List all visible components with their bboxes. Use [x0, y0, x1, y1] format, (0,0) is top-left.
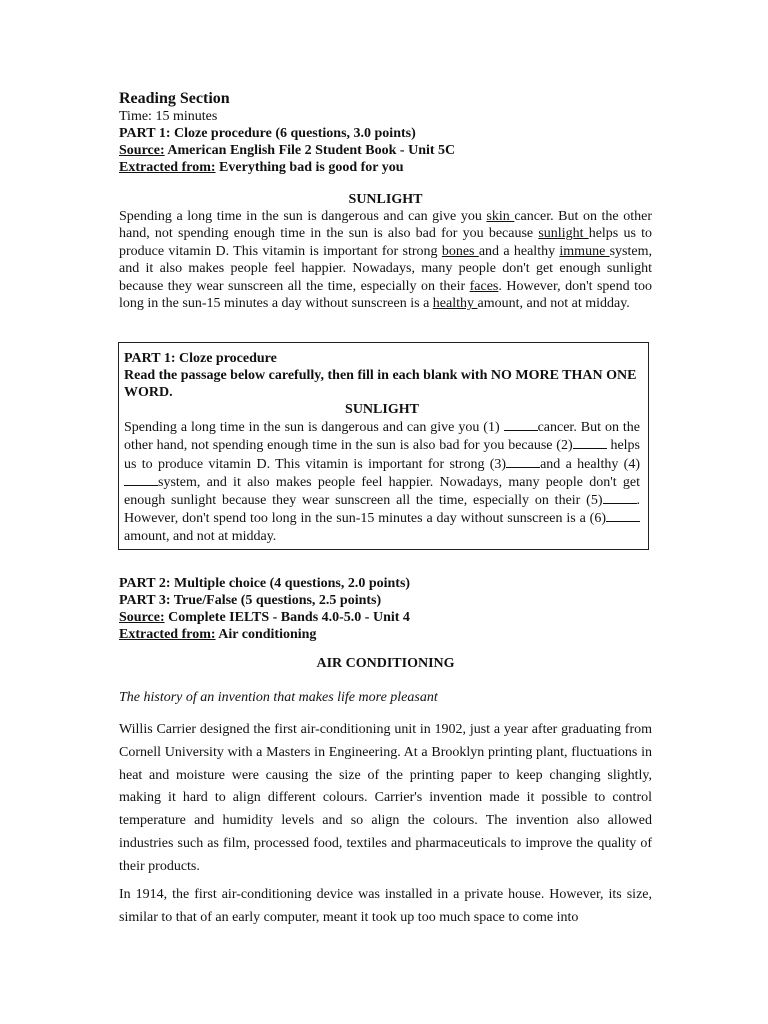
part23-header: [119, 575, 652, 643]
extracted-line: [119, 159, 652, 176]
cloze-instruction: Read the passage below carefully, then fill in each blank with NO MORE THAN ONE WORD.: [124, 368, 637, 400]
source-line: [119, 142, 652, 159]
air-subtitle-block: [119, 689, 652, 706]
part2-line: PART 2: Multiple choice (4 questions, 2.0 points): [119, 576, 411, 591]
time-line: Time: 15 minutes: [119, 109, 218, 124]
part3-line: PART 3: True/False (5 questions, 2.5 points): [119, 593, 382, 608]
cloze-title: PART 1: Cloze procedure: [124, 351, 277, 366]
source-line-2: Source: Complete IELTS - Bands 4.0-5.0 - Unit 4: [119, 610, 410, 625]
blank-1: [504, 418, 538, 431]
air-paragraph-1-block: [119, 719, 652, 879]
cloze-text: Spending a long time in the sun is dangerous and can give you (1) cancer. But on the other hand, not spending enough time in the sun is also bad for you because (2) helps us to produce vitamin D. This vitamin is important for strong (3) and a healthy (4)system, and it also makes people feel happier. Nowadays, many people don't get enough sunlight because they wear sunscreen all the time, especially on their (5) . However, don't spend too long in the sun-15 minutes a day without sunscreen is a (6) amount, and not at midday.: [124, 420, 641, 544]
air-paragraph-1: Willis Carrier designed the first air-conditioning unit in 1902, just a year after graduating from Cornell University with a Masters in Engineering. At a Brooklyn printing plant, fluctuations in heat and moisture were causing the size of the printing paper to keep changing slightly, making it hard to align different colours. Carrier's invention made it possible to control temperature and humidity levels and so align the colours. The invention also allowed industries such as film, processed food, textiles and pharmaceuticals to improve the quality of their products.: [119, 722, 652, 874]
reading-header: [119, 89, 652, 176]
extracted-text: Everything bad is good for you: [215, 160, 404, 175]
extracted-line-2: Extracted from: Air conditioning: [119, 627, 317, 642]
sunlight-text: Spending a long time in the sun is dangerous and can give you skin cancer. But on the other hand, not spending enough time in the sun is also bad for you because sunlight helps us to produce vitamin D. This vitamin is important for strong bones and a healthy immune system, and it also makes people feel happier. Nowadays, many people don't get enough sunlight because they wear sunscreen all the time, especially on their faces. However, don't spend too long in the sun-15 minutes a day without sunscreen is a healthy amount, and not at midday.: [119, 209, 652, 312]
blank-2: [573, 436, 607, 449]
air-heading: AIR CONDITIONING: [316, 656, 455, 671]
air-paragraph-2-block: [119, 884, 652, 930]
section-title: Reading Section: [119, 90, 230, 107]
air-paragraph-2: In 1914, the first air-conditioning device was installed in a private house. However, its size, similar to that of an early computer, meant it took up too much space to come into: [119, 887, 652, 925]
extracted-label: Extracted from:: [119, 160, 216, 175]
part1-line: PART 1: Cloze procedure (6 questions, 3.0 points): [119, 126, 416, 141]
cloze-heading: SUNLIGHT: [345, 402, 419, 417]
source-text: American English File 2 Student Book - Unit 5C: [164, 143, 456, 158]
blank-3: [506, 455, 540, 468]
sunlight-passage: [119, 191, 652, 312]
cloze-box: [118, 342, 649, 550]
sunlight-heading: SUNLIGHT: [348, 192, 423, 207]
source-label: Source:: [119, 143, 165, 158]
blank-4: [124, 473, 158, 486]
air-conditioning-heading-block: [119, 655, 652, 672]
air-subtitle: The history of an invention that makes life more pleasant: [119, 690, 438, 705]
blank-6: [606, 509, 640, 522]
blank-5: [603, 491, 637, 504]
